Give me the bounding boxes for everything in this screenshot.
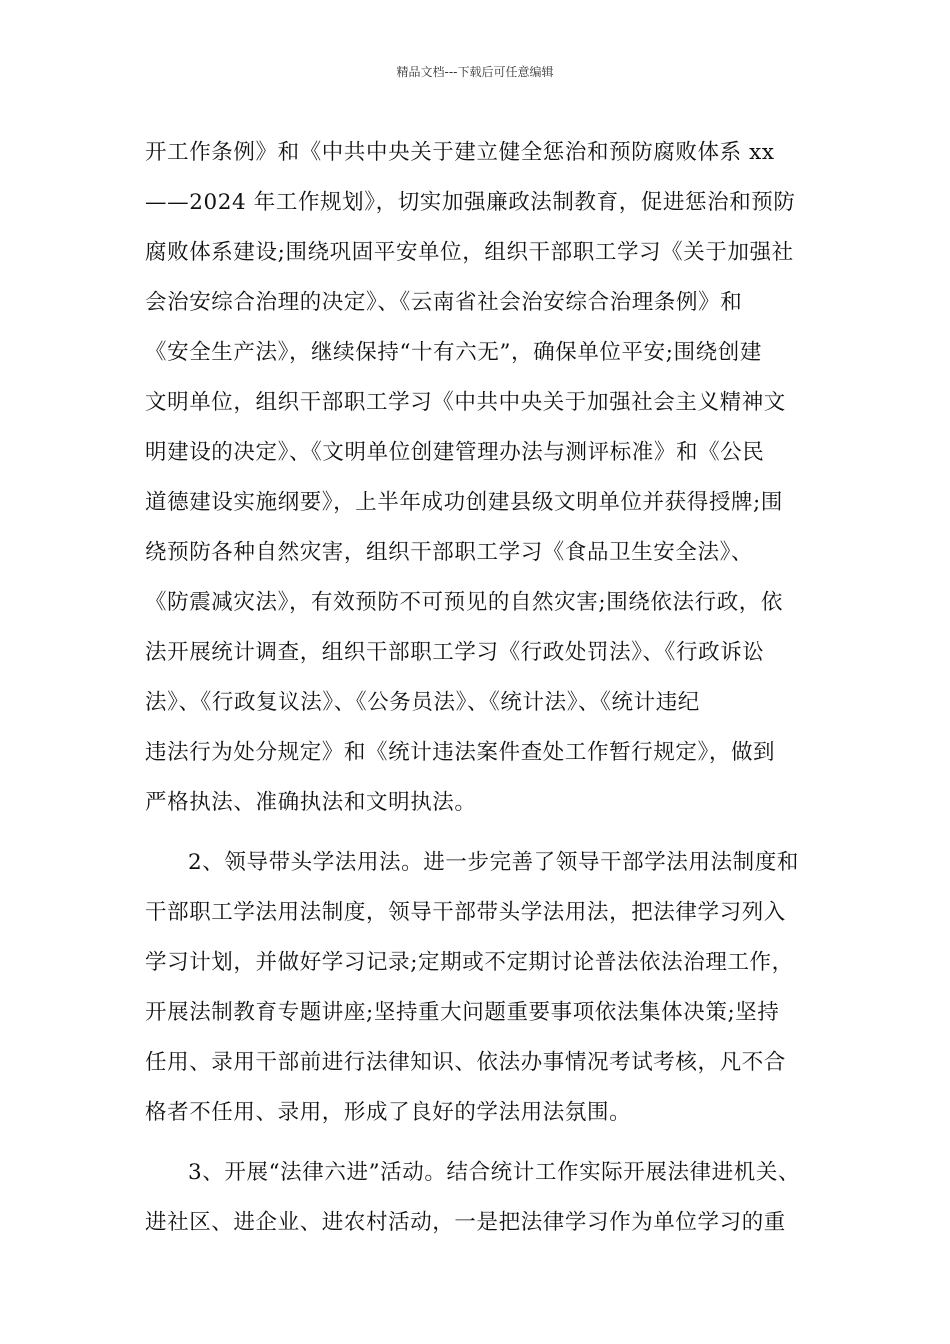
text-line: 道德建设实施纲要》，上半年成功创建县级文明单位并获得授牌;围 bbox=[145, 490, 783, 515]
text-line: 开工作条例》和《中共中央关于建立健全惩治和预防腐败体系 xx bbox=[145, 140, 775, 165]
text-line: 会治安综合治理的决定》、《云南省社会治安综合治理条例》和 bbox=[145, 290, 743, 315]
text-line: 文明单位，组织干部职工学习《中共中央关于加强社会主义精神文 bbox=[145, 390, 786, 415]
text-line: 《安全生产法》，继续保持“十有六无”，确保单位平安;围绕创建 bbox=[145, 340, 762, 365]
text-line: 绕预防各种自然灾害，组织干部职工学习《食品卫生安全法》、 bbox=[145, 540, 754, 565]
text-line: 明建设的决定》、《文明单位创建管理办法与测评标准》和《公民 bbox=[145, 440, 765, 465]
page-header: 精品文档---下载后可任意编辑 bbox=[396, 65, 554, 79]
text-line: 开展法制教育专题讲座;坚持重大问题重要事项依法集体决策;坚持 bbox=[145, 1000, 780, 1025]
paragraph-first-line: 3、开展“法律六进”活动。结合统计工作实际开展法律进机关、 bbox=[188, 1160, 801, 1185]
paragraph-first-line: 2、领导带头学法用法。进一步完善了领导干部学法用法制度和 bbox=[188, 850, 799, 875]
text-line: ——2024 年工作规划》，切实加强廉政法制教育，促进惩治和预防 bbox=[145, 190, 796, 215]
text-line: 法》、《行政复议法》、《公务员法》、《统计法》、《统计违纪 bbox=[145, 690, 700, 715]
text-line: 任用、录用干部前进行法律知识、依法办事情况考试考核，凡不合 bbox=[145, 1050, 786, 1075]
text-line: 干部职工学法用法制度，领导干部带头学法用法，把法律学习列入 bbox=[145, 900, 786, 925]
text-line: 违法行为处分规定》和《统计违法案件查处工作暂行规定》，做到 bbox=[145, 740, 776, 765]
text-line: 学习计划，并做好学习记录;定期或不定期讨论普法依法治理工作， bbox=[145, 950, 794, 975]
text-line: 进社区、进企业、进农村活动，一是把法律学习作为单位学习的重 bbox=[145, 1210, 786, 1235]
text-line: 法开展统计调查，组织干部职工学习《行政处罚法》、《行政诉讼 bbox=[145, 640, 765, 665]
document-body bbox=[145, 131, 807, 1251]
text-line: 严格执法、准确执法和文明执法。 bbox=[145, 790, 477, 815]
text-line: 腐败体系建设;围绕巩固平安单位，组织干部职工学习《关于加强社 bbox=[145, 240, 794, 265]
text-line: 《防震减灾法》，有效预防不可预见的自然灾害;围绕依法行政，依 bbox=[145, 590, 783, 615]
text-line: 格者不任用、录用，形成了良好的学法用法氛围。 bbox=[145, 1100, 632, 1125]
